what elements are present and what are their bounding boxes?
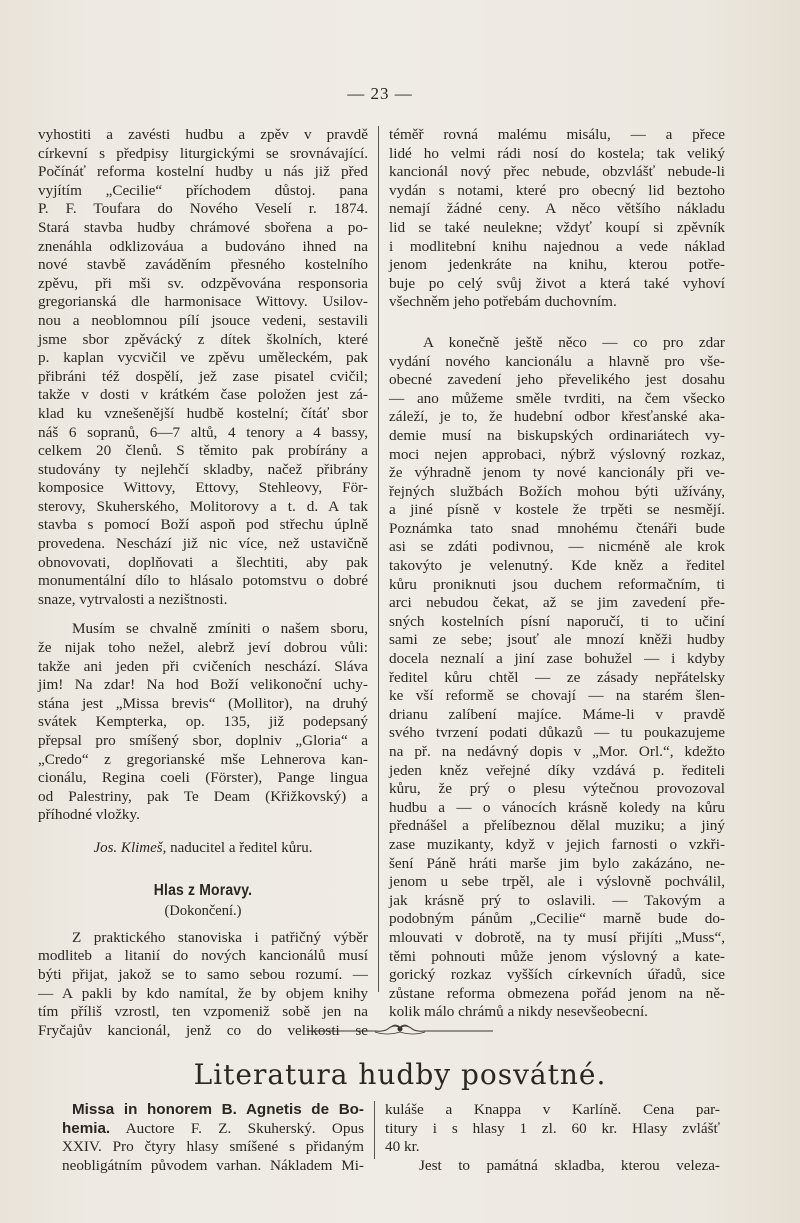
text-line [62, 1157, 364, 1176]
text-line: jsme sbor zpěvácký z dítek školních, které [38, 330, 368, 348]
text-line: takže ani jeden při cvičeních neschází. Sláva [38, 657, 368, 675]
text-line: moci nejen approbaci, nýbrž výslovný rozkaz, [389, 445, 725, 463]
text-line: „Credo“ z gregorianské mše Lehnerova kan- [38, 750, 368, 768]
text-line: Poznámka tato snad mnohému čtenáři bude [389, 519, 725, 537]
text-line: tím příliš vzrostl, ten vzpomeniž sobě jen na [38, 1003, 368, 1021]
text-line: na př. na nedávný dopis v „Mor. Orl.“, kdežto [389, 743, 725, 760]
text-line: že nijak toho nežel, alebrž jeví dobrou vůli: [38, 639, 368, 657]
paragraph-missal [389, 126, 725, 312]
text-line: stána jest „Missa brevis“ (Mollitor), na druhý [38, 694, 368, 712]
decorative-flourish-divider-icon [305, 1022, 495, 1038]
text-line: nové stavbě zaváděním přesného kostelního [38, 256, 368, 274]
text-line: býti přijat, jakož se to samo sebou rozumí. — [38, 965, 368, 983]
text-line: zpěvu, při mši sv. odzpěvována responsoria [38, 274, 368, 292]
text-line: vydán s notami, které pro obecný lid beztoho [389, 181, 725, 199]
text-line: náš 6 sopranů, 6—7 altů, 4 tenory a 4 bassy, [38, 423, 368, 441]
text-line: sami ze sebe; jsouť ale mnozí kněži hudby [389, 631, 725, 649]
literature-section-title: Literatura hudby posvátné. [193, 1058, 607, 1091]
text-line: jenom jedenkráte na knihu, kterou potře- [389, 256, 725, 274]
text-line: přibráni též dospělí, jež zase pisatel cvičil; [38, 367, 368, 385]
text-line: klad ku vznešenější hudbě kostelní; čítáť sbor [38, 404, 368, 422]
text-line: vydání nového kancionálu a hlavně pro vše- [389, 352, 725, 370]
literature-right-column [385, 1101, 720, 1175]
text-line: lidé ho velmi rádi nosí do kostela; tak veliký [389, 144, 725, 162]
left-column [38, 126, 368, 1040]
text-line: všechněm jeho potřebám duchovním. [389, 293, 617, 311]
text-line: docela neznalí a jiní zase bohužel — i kdyby [389, 650, 725, 668]
text-line: jenom u sebe trpěl, ale i výslovně pochválil, [389, 873, 725, 891]
text-line: Musím se chvalně zmíniti o našem sboru, [72, 620, 368, 638]
column-divider [378, 126, 379, 992]
text-line: svátek Kempterka, op. 135, již podepsaný [38, 713, 368, 731]
section-title: Hlas z Moravy. [153, 881, 253, 899]
text-line: Stará stavba hudby chrámové sbořena a po- [38, 218, 368, 236]
text-line: kolik málo chrámů a nikdy nesevšeobecní. [389, 1003, 648, 1021]
text-line: přednášel a přelíbeznou dělal muziku; a jiný [389, 817, 725, 835]
text-line: cionálu, Regina coeli (Förster), Pange lingua [38, 769, 368, 787]
text-line: příhodné vložky. [38, 806, 140, 824]
signature-role: naducitel a ředitel kůru. [166, 839, 313, 856]
text-line: zůstane reforma obmezena pořád jenom na ně- [389, 984, 725, 1002]
text-line: 40 kr. [385, 1138, 420, 1156]
work-title: Missa in honorem B. Agnetis de Bo- [72, 1101, 364, 1118]
text-line: nemají žádné ceny. A něco většího nákladu [389, 200, 725, 218]
section-subtitle: (Dokončení.) [164, 903, 242, 920]
text-line: P. F. Toufara do Nového Veselí r. 1874. [38, 200, 368, 218]
text-line: hudbu a — o vánocích krásně koledy na kůru [389, 798, 725, 816]
text-fragment: neobligátním původem varhan. Nákladem Mi- [62, 1156, 364, 1174]
paragraph-choir-history [38, 126, 368, 609]
text-line: snaze, vytrvalosti a nezištnosti. [38, 590, 228, 608]
text-line: kůru proniknuti jsou duchem reformačním, ti [389, 575, 725, 593]
text-line: obecné zavedení jeho převelikého jest dosahu [389, 371, 725, 389]
text-line: A konečně ještě něco — co pro zdar [423, 333, 725, 351]
text-fragment: XXIV. Pro čtyry hlasy smíšené s přidaným [62, 1138, 364, 1156]
text-line: — A pakli by kdo namítal, že by objem knihy [38, 984, 368, 1002]
text-line: těmi pohnouti může jenom výslovný a kate- [389, 947, 725, 965]
text-line: celkem 20 členů. S těmito pak probírány a [38, 442, 368, 460]
text-line: monumentální dílo to hlásalo potomstvu o dobré [38, 572, 368, 590]
text-line: Z praktického stanoviska i patřičný výběr [72, 928, 368, 946]
text-line: vyhostiti a zavésti hudbu a zpěv v pravdě [38, 126, 368, 143]
column-divider-bottom [374, 1101, 375, 1159]
text-line: a jiné písně v kostele že trpěti se nesmějí. [389, 501, 725, 519]
signature-name: Jos. Klimeš, [93, 839, 167, 856]
text-line [62, 1120, 364, 1139]
text-line: jim! Na zdar! Na hod Boží velikonoční uchy- [38, 676, 368, 694]
text-line: gorický rozkaz vyšších církevních úřadů, sice [389, 966, 725, 984]
text-line: provedena. Neschází již nic více, než ustavičně [38, 535, 368, 553]
text-line: modliteb a litanií do nových kancionálů musí [38, 947, 368, 965]
text-line: obnovovati, doplňovati a šlechtiti, aby pak [38, 553, 368, 571]
text-line: že výhradně jenom ty nové kancionály při ve- [389, 464, 725, 482]
text-line: studovány ty nejlehčí skladby, načež přibrány [38, 460, 368, 478]
text-line: záleží, je to, že hudební odbor křesťanské aka- [389, 408, 725, 426]
text-line: Počínáť reforma kostelní hudby u nás již před [38, 163, 368, 181]
text-line: komposice Wittovy, Ettovy, Stehleovy, För- [38, 479, 368, 497]
text-line: nou a neoblomnou pílí jsouce vedeni, sestavili [38, 311, 368, 329]
text-fragment: Auctore F. Z. Skuherský. Opus [110, 1119, 364, 1137]
paragraph-finally [389, 334, 725, 1022]
text-line: stavba s pomocí Boží aspoň pod střechu úplně [38, 516, 368, 534]
right-column [389, 126, 725, 1022]
paragraph-choir-praise [38, 620, 368, 825]
text-line: ředitel kůru chtěl — ze zásady nepřátelsky [389, 668, 725, 686]
text-line: kuláše a Knappa v Karlíně. Cena par- [385, 1101, 720, 1118]
text-line: arci nebudou čekat, až se jim zavedení pře- [389, 594, 725, 612]
literature-left-column [62, 1101, 364, 1175]
text-line: Fryčajův kancionál, jenž co do velikosti se [38, 1021, 368, 1039]
text-line: — ano můžeme směle tvrditi, na čem všecko [389, 389, 725, 407]
text-line: přepsal pro smíšený sbor, doplniv „Gloria“ a [38, 732, 368, 749]
text-line: kůru, že prý o plesu výtečnou provozoval [389, 780, 725, 798]
text-line: takovýto je velenutný. Kde kněz a ředitel [389, 557, 725, 575]
text-line: sterovy, Skuherského, Molitorovy a t. d. A tak [38, 497, 368, 515]
work-title: hemia. [62, 1119, 111, 1137]
page-number: — 23 — [347, 84, 413, 103]
text-line: téměř rovná malému misálu, — a přece [389, 126, 725, 143]
text-line: takže v dosti v krátkém čase položen jest zá- [38, 386, 368, 404]
text-line: mlouvati v dobrotě, na ty musí přijíti „Muss“, [389, 928, 725, 946]
text-line: titury i s hlasy 1 zl. 60 kr. Hlasy zvlášť [385, 1119, 720, 1137]
text-line: demie musí na biskupských ordinariátech vy- [389, 426, 725, 444]
text-line [62, 1138, 364, 1157]
text-line: i modlitební knihu najednou a vede náklad [389, 237, 725, 255]
text-line: svého tvrzení podati důkazů — tu poukazujeme [389, 724, 725, 742]
text-line: od Palestriny, pak Te Deam (Křižkovský) a [38, 787, 368, 805]
text-line: p. kaplan vycvičil ve zpěvu uměleckém, pak [38, 349, 368, 367]
text-line: šení Páně hráti marše jim bylo zakázáno, ne- [389, 854, 725, 872]
signature [38, 839, 368, 858]
text-line: asi se zdáti podivnou, — nicméně ale krok [389, 538, 725, 556]
text-line: podobným pánům „Cecilie“ marně bude do- [389, 910, 725, 928]
text-line: zase muzikanty, když v jejich farnosti o vzkři- [389, 835, 725, 853]
text-line: znenáhla odklizováua a budováno ihned na [38, 237, 368, 255]
text-line: buje po celý svůj život a která také vyhoví [389, 274, 725, 292]
text-line: kancionál nový přec nebude, obzvlášť nebude-li [389, 163, 725, 181]
text-line: sných kostelních písní naporučí, ti to učiní [389, 612, 725, 630]
text-line: Jest to památná skladba, kterou veleza- [419, 1156, 720, 1174]
text-line: drianu zalíbení majíce. Máme-li v pravdě [389, 705, 725, 723]
text-line: lid se také neulekne; vždyť koupí si zpěvník [389, 218, 725, 236]
text-line: jak krásně prý to oslavili. — Takovým a [389, 891, 725, 909]
text-line: řejných službách Božích mohou býti užívány, [389, 482, 725, 500]
text-line [62, 1101, 364, 1120]
text-line: ke vší reformě se chovají — na starém šlen- [389, 687, 725, 705]
text-line: jeden kněz veřejné díky vzdává p. řediteli [389, 761, 725, 779]
text-line: gregorianská dle harmonisace Wittovy. Usilov- [38, 293, 368, 311]
text-line: církevní s předpisy liturgickými se srovnávající. [38, 144, 368, 162]
text-line: vyjítím „Cecilie“ příchodem důstoj. pana [38, 181, 368, 199]
